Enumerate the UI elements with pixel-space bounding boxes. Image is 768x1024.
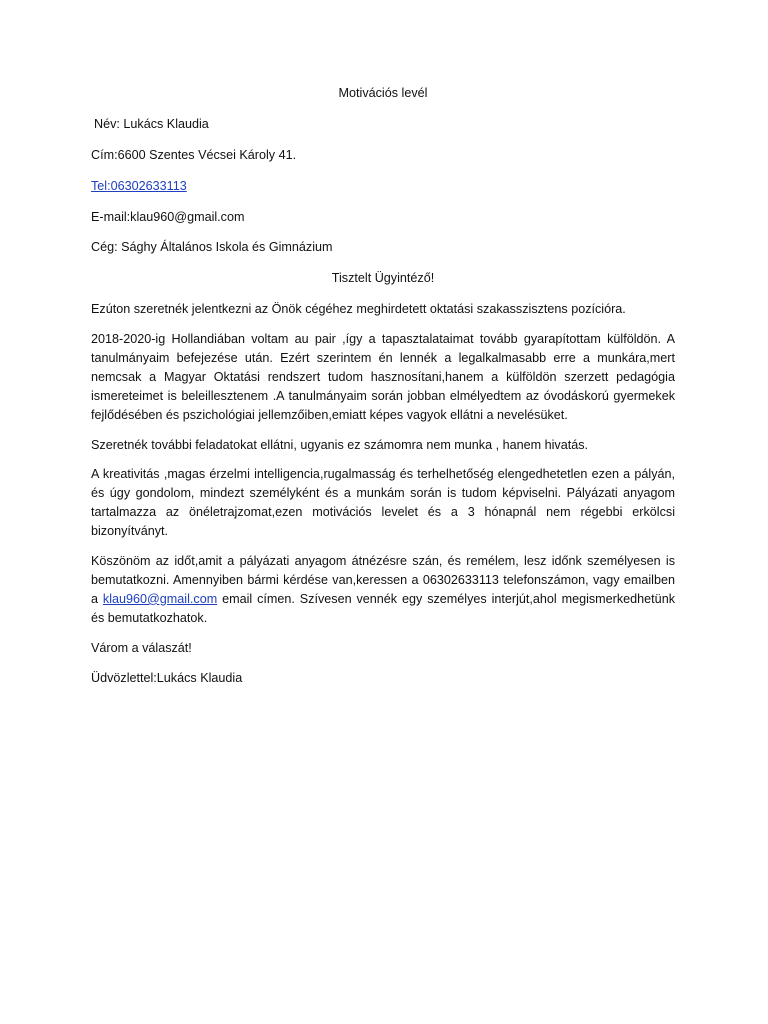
- letter-title: Motivációs levél: [338, 86, 428, 100]
- email-line: E-mail:klau960@gmail.com: [91, 209, 245, 224]
- paragraph-contact: [91, 552, 675, 628]
- name-line: Név: Lukács Klaudia: [94, 116, 209, 131]
- letter-body: [91, 84, 675, 700]
- paragraph-contact-text: Köszönöm az időt,amit a pályázati anyagom átnézésre szán, és remélem, lesz időnk személyesen is bemutatkozni. Amennyiben bármi kérdése van,keressen a 06302633113 telefonszámon, vagy emailben a: [91, 554, 675, 606]
- paragraph-skills: A kreativitás ,magas érzelmi intelligencia,rugalmasság és terhelhetőség elengedhetetlen ezen a pályán, és úgy gondolom, mindezt személyként és a munkám során is tudom képviselni. Pályázati anyagom tartalmazza az önéletrajzomat,ezen motivációs levelet és a 3 hónapnál nem régebbi erkölcsi bizonyítványt.: [91, 467, 675, 539]
- salutation: Tisztelt Ügyintéző!: [331, 271, 435, 286]
- paragraph-experience: 2018-2020-ig Hollandiában voltam au pair ,így a tapasztalataimat tovább gyarapítottam külföldön. A tanulmányaim befejezése után. Ezért szerintem én lennék a legalkalmasabb erre a munkára,mert nemcsak a Magyar Oktatási rendszert tudom hasznosítani,hanem a külföldön szerzett pedagógia ismereteimet is beleillesztenem .A tanulmányaim során jobban elmélyedtem az óvodáskorú gyermekek fejlődésében és pszichológiai jellemzőiben,emiatt képes vagyok ellátni a nevelésüket.: [91, 332, 675, 422]
- address-line: Cím:6600 Szentes Vécsei Károly 41.: [91, 147, 297, 162]
- paragraph-contact-text-end: email címen. Szívesen vennék egy személyes interjút,ahol megismerkedhetünk és bemutatkozhatok.: [91, 591, 675, 625]
- phone-line: [91, 177, 675, 196]
- closing-wait: Várom a válaszát!: [91, 640, 192, 655]
- company-line: Cég: Sághy Általános Iskola és Gimnázium: [91, 240, 333, 255]
- paragraph-vocation: Szeretnék további feladatokat ellátni, ugyanis ez számomra nem munka , hanem hivatás.: [91, 437, 589, 452]
- phone-link[interactable]: Tel:06302633113: [91, 178, 187, 193]
- closing-signature: Üdvözlettel:Lukács Klaudia: [91, 671, 243, 686]
- email-link[interactable]: klau960@gmail.com: [102, 591, 218, 606]
- paragraph-intro: Ezúton szeretnék jelentkezni az Önök cégéhez meghirdetett oktatási szakasszisztens pozícióra.: [91, 302, 626, 317]
